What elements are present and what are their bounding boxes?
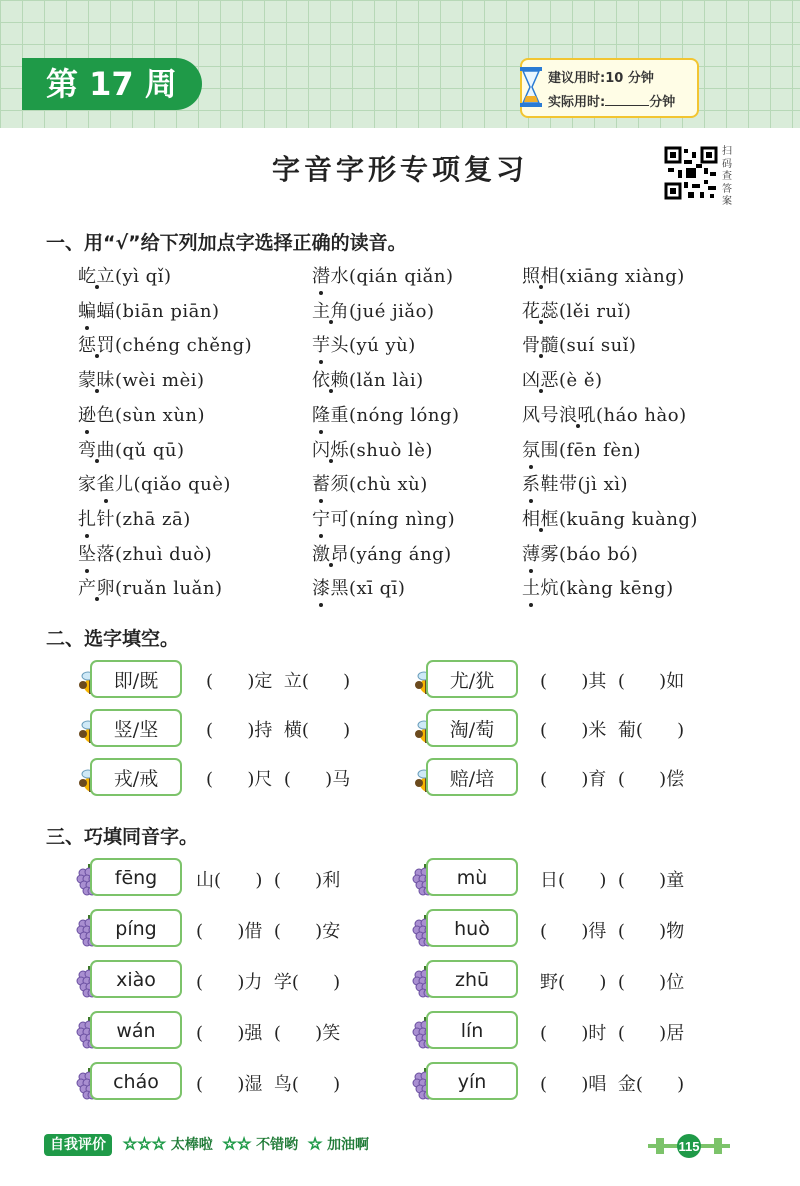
pronunciation-item[interactable]: 坠落(zhuì duò) [78,540,212,566]
pronunciation-item[interactable]: 逊色(sùn xùn) [78,401,205,427]
page-number-badge [648,1134,730,1158]
pronunciation-item[interactable]: 芋头(yú yù) [312,331,416,357]
pinyin-box: zhū [426,960,518,998]
self-evaluation [44,1134,369,1158]
pronunciation-item[interactable]: 潜水(qián qiǎn) [312,262,453,288]
dotted-character: 雀 [97,470,116,496]
fill-in-blanks[interactable]: ( )唱 金( ) [540,1074,685,1095]
fill-in-blanks[interactable]: ( )得 ( )物 [540,921,685,942]
pronunciation-item[interactable]: 产卵(ruǎn luǎn) [78,578,223,600]
pronunciation-item[interactable]: 骨髓(suí suǐ) [522,335,637,357]
dotted-character: 逊 [78,401,97,427]
dotted-character: 芋 [312,331,331,357]
character-choice-box: 赔/培 [426,758,518,796]
fill-in-blanks[interactable]: 野( ) ( )位 [540,972,685,993]
fill-in-blanks[interactable]: ( )米 葡( ) [540,720,685,741]
pinyin-box: yín [426,1062,518,1100]
star-icon[interactable]: ☆☆ [222,1134,252,1153]
pronunciation-item[interactable]: 家雀儿(qiǎo què) [78,470,231,496]
pinyin-box: fēng [90,858,182,896]
pronunciation-item[interactable]: 屹立(yì qǐ) [78,266,172,287]
fill-in-blanks[interactable]: ( )定 立( ) [206,671,351,692]
level1-label: 太棒啦 [170,1137,213,1153]
pinyin-box: píng [90,909,182,947]
pronunciation-item[interactable]: 花蕊(lěi ruǐ) [522,300,632,322]
pronunciation-item[interactable]: 相框(kuāng kuàng) [522,508,698,530]
dotted-character: 宁 [312,505,331,531]
section2-title: 二、选字填空。 [46,628,180,650]
dotted-character: 坠 [78,540,97,566]
character-choice-box: 戎/戒 [90,758,182,796]
fill-in-blanks[interactable]: ( )其 ( )如 [540,671,685,692]
fill-in-blanks[interactable]: 日( ) ( )童 [540,870,685,891]
star-icon[interactable]: ☆☆☆ [122,1134,166,1153]
pinyin-box: xiào [90,960,182,998]
pronunciation-item[interactable]: 隆重(nóng lóng) [312,401,460,427]
pronunciation-item[interactable]: 闪烁(shuò lè) [312,439,433,461]
pronunciation-item[interactable]: 弯曲(qǔ qū) [78,439,185,461]
star-icon[interactable]: ☆ [307,1134,323,1153]
dotted-character: 潜 [312,262,331,288]
dotted-character: 扎 [78,505,97,531]
dotted-character: 漆 [312,574,331,600]
hourglass-icon [518,66,544,108]
fill-in-blanks[interactable]: ( )持 横( ) [206,720,351,741]
time-box [520,58,699,118]
week-label: 第 17 周 [22,58,202,110]
fill-in-blanks[interactable]: ( )力 学( ) [196,972,341,993]
pronunciation-item[interactable]: 宁可(níng nìng) [312,505,455,531]
dotted-character: 土 [522,574,541,600]
pinyin-box: lín [426,1011,518,1049]
pronunciation-item[interactable]: 凶恶(è ě) [522,370,603,392]
character-choice-box: 尤/犹 [426,660,518,698]
pronunciation-item[interactable]: 蒙昧(wèi mèi) [78,370,205,392]
dotted-character: 蝙 [78,297,97,323]
actual-time: 实际用时: 分钟 [548,95,676,110]
fill-in-blanks[interactable]: ( )尺 ( )马 [206,769,351,790]
level2-label: 不错哟 [256,1137,299,1153]
pinyin-box: wán [90,1011,182,1049]
dotted-character: 系 [522,470,541,496]
pinyin-box: mù [426,858,518,896]
pronunciation-item[interactable]: 扎针(zhā zā) [78,505,191,531]
pronunciation-item[interactable]: 漆黑(xī qī) [312,574,405,600]
fill-in-blanks[interactable]: 山( ) ( )利 [196,870,341,891]
pronunciation-item[interactable]: 蝙蝠(biān piān) [78,297,219,323]
page-number: 115 [678,1139,700,1154]
fill-in-blanks[interactable]: ( )湿 鸟( ) [196,1074,341,1095]
pronunciation-item[interactable]: 主角(jué jiǎo) [312,300,435,322]
page-title: 字音字形专项复习 [271,153,528,186]
fill-in-blanks[interactable]: ( )强 ( )笑 [196,1023,341,1044]
pronunciation-item[interactable]: 惩罚(chéng chěng) [78,335,253,357]
pronunciation-item[interactable]: 蓄须(chù xù) [312,470,428,496]
pronunciation-item[interactable]: 氛围(fēn fèn) [522,436,641,462]
pronunciation-item[interactable]: 照相(xiāng xiàng) [522,266,685,287]
dotted-character: 氛 [522,436,541,462]
pronunciation-item[interactable]: 依赖(lǎn lài) [312,370,424,392]
pinyin-box: cháo [90,1062,182,1100]
pinyin-box: huò [426,909,518,947]
suggested-time: 建议用时:10 分钟 [548,71,654,86]
fill-in-blanks[interactable]: ( )借 ( )安 [196,921,341,942]
character-choice-box: 即/既 [90,660,182,698]
dotted-character: 薄 [522,540,541,566]
dotted-character: 隆 [312,401,331,427]
fill-in-blanks[interactable]: ( )育 ( )偿 [540,769,685,790]
level3-label: 加油啊 [327,1137,370,1153]
pronunciation-item[interactable]: 薄雾(báo bó) [522,540,638,566]
fill-in-blanks[interactable]: ( )时 ( )居 [540,1023,685,1044]
pronunciation-item[interactable]: 土炕(kàng kēng) [522,574,674,600]
section1-title: 一、用“√”给下列加点字选择正确的读音。 [46,232,407,254]
pronunciation-item[interactable]: 系鞋带(jì xì) [522,470,628,496]
character-choice-box: 竖/坚 [90,709,182,747]
qr-label: 扫码查答案 [722,146,732,207]
pronunciation-item[interactable]: 风号浪吼(háo hào) [522,404,687,426]
pronunciation-item[interactable]: 激昂(yáng áng) [312,543,452,565]
actual-time-blank[interactable] [605,93,649,106]
character-choice-box: 淘/萄 [426,709,518,747]
qr-code-icon[interactable] [664,146,718,200]
self-eval-label: 自我评价 [44,1134,112,1156]
dotted-character: 蓄 [312,470,331,496]
section3-title: 三、巧填同音字。 [46,826,199,848]
